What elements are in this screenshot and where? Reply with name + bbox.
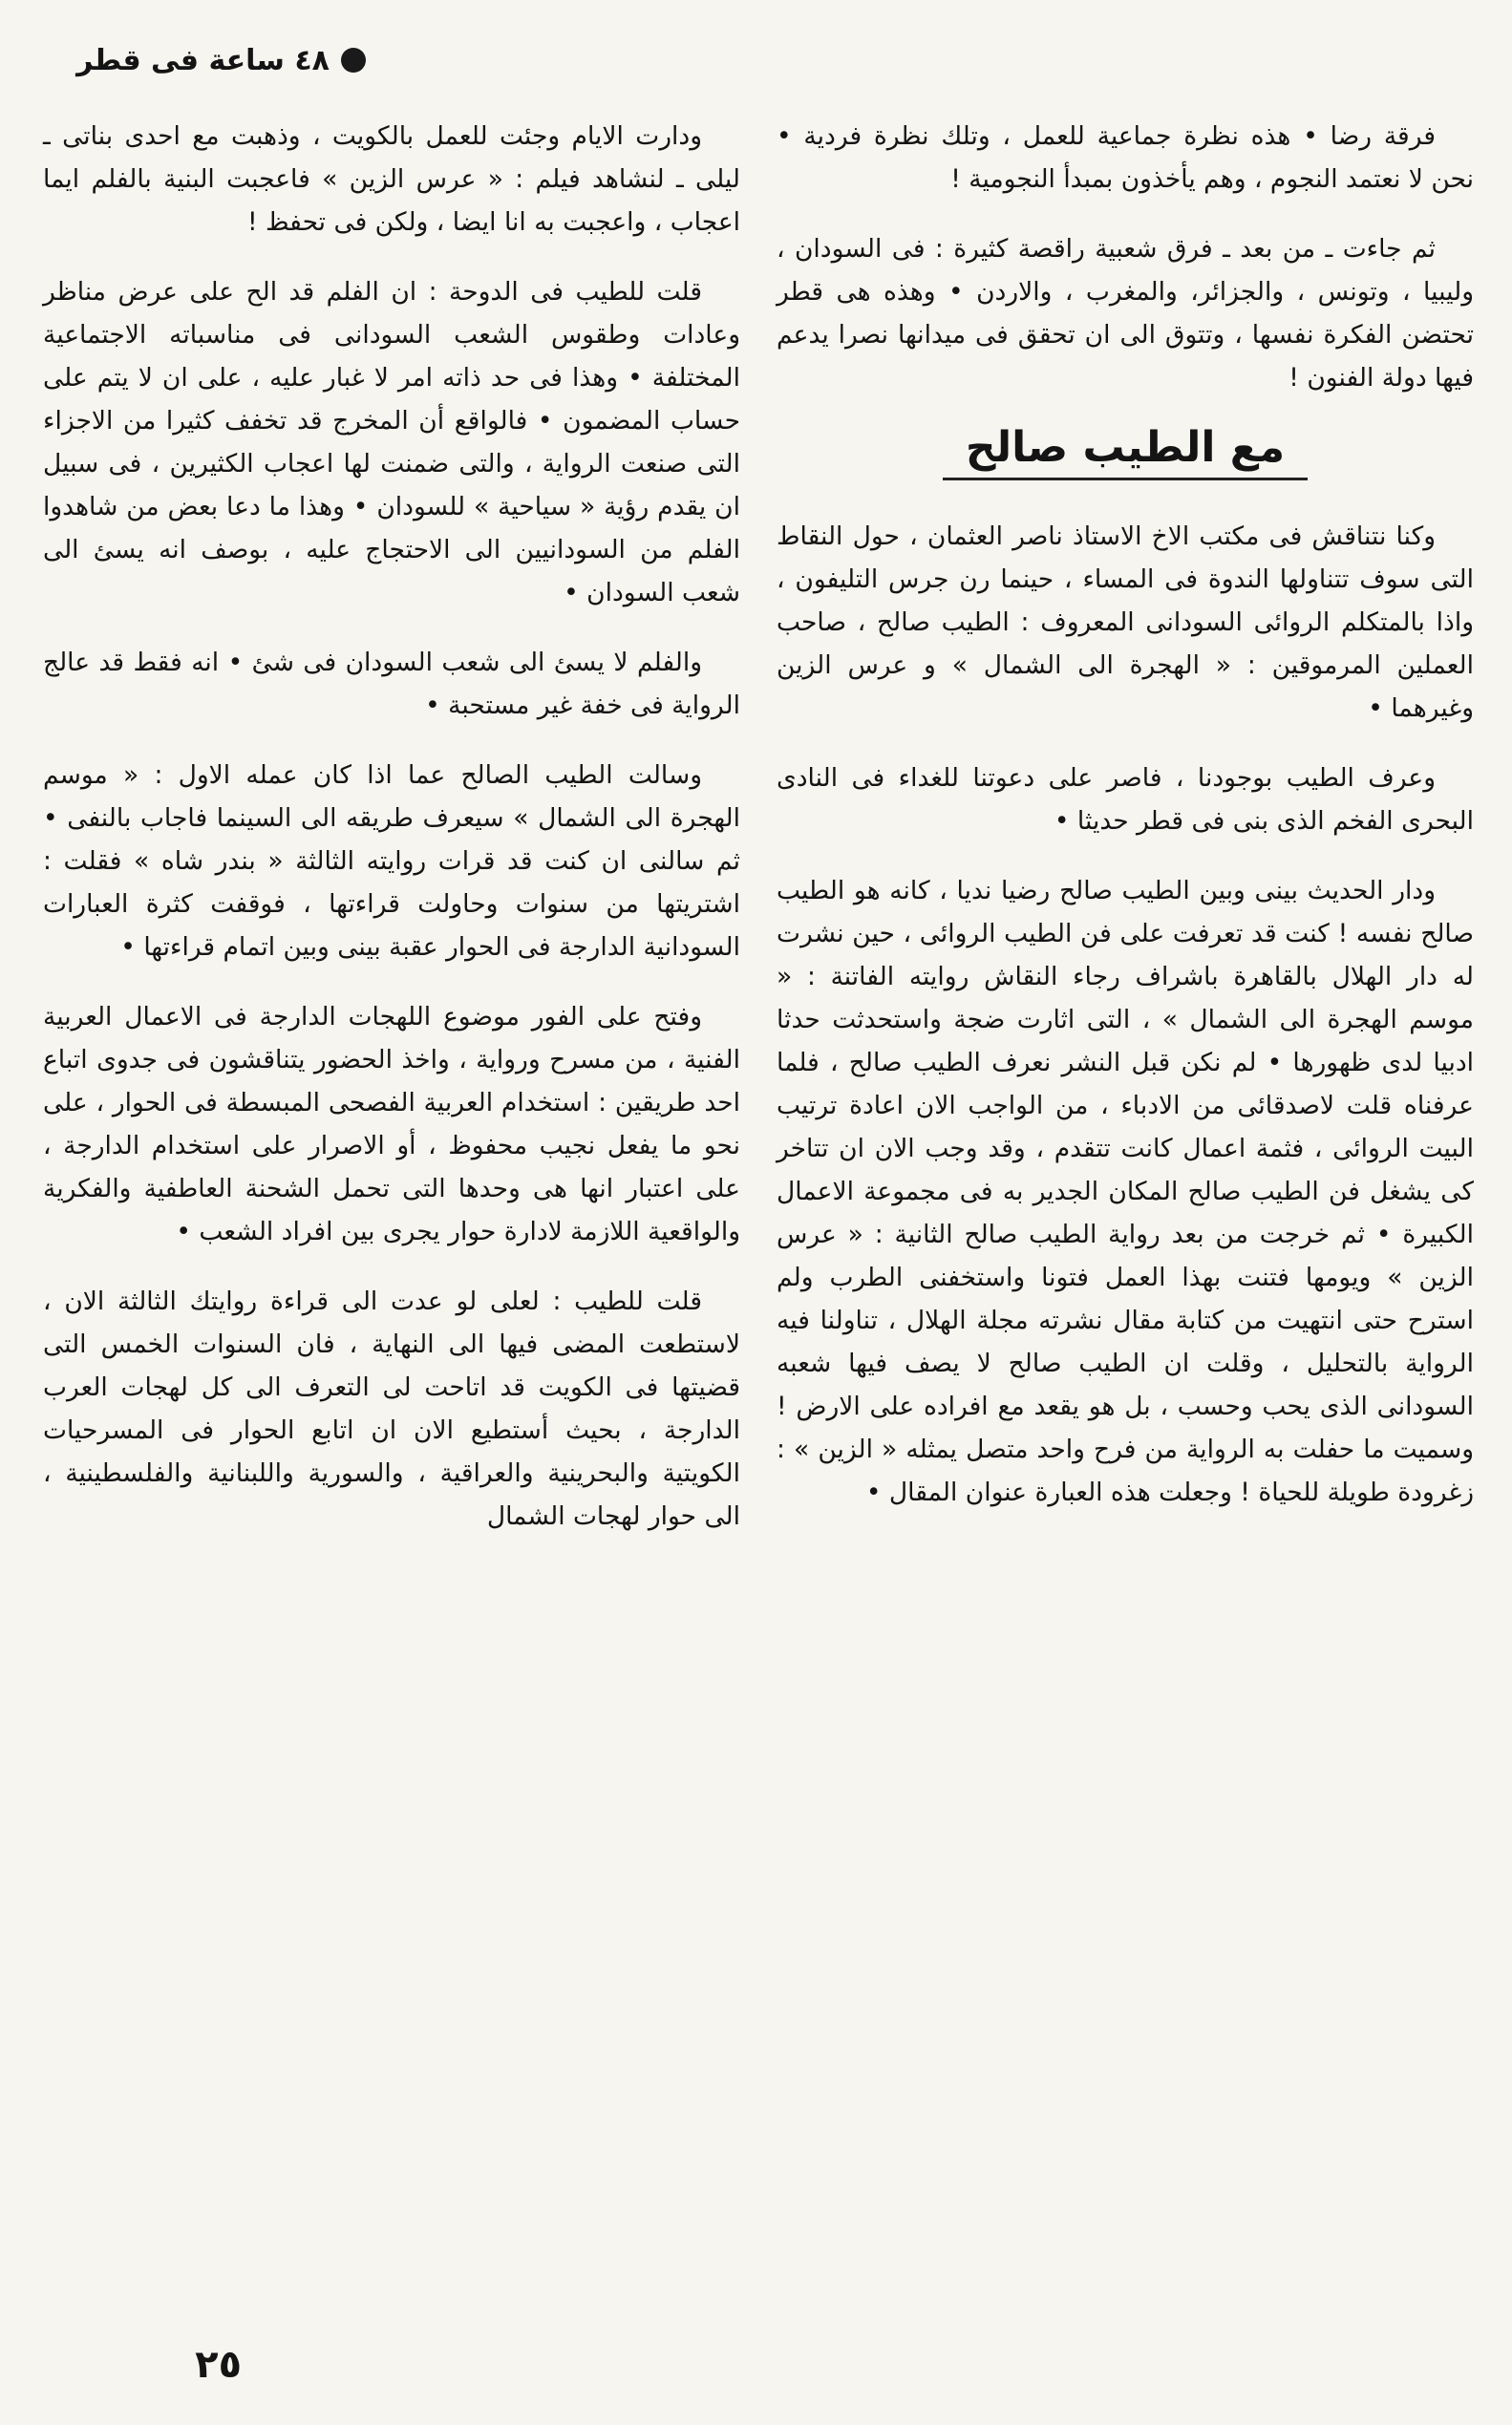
paragraph: ثم جاءت ـ من بعد ـ فرق شعبية راقصة كثيرة : فى السودان ، وليبيا ، وتونس ، والجزائر، والمغرب ، والاردن • وهذه هى قطر تحتضن الفكرة نفسها ، وتتوق الى ان تحقق فى ميدانها نصرا يدعم فيها دولة الفنون ! (777, 234, 1474, 393)
paragraph: فرقة رضا • هذه نظرة جماعية للعمل ، وتلك نظرة فردية • نحن لا نعتمد النجوم ، وهم يأخذون بمبدأ النجومية ! (777, 121, 1474, 194)
paragraph: وسالت الطيب الصالح عما اذا كان عمله الاول : « موسم الهجرة الى الشمال » سيعرف طريقه الى السينما فاجاب بالنفى • ثم سالنى ان كنت قد قرات روايته الثالثة « بندر شاه » فقلت : اشتريتها من سنوات وحاولت قراءتها ، فوقفت كثرة العبارات السودانية الدارجة فى الحوار عقبة بينى وبين اتمام قراءتها • (43, 760, 740, 962)
paragraph: وكنا نتناقش فى مكتب الاخ الاستاذ ناصر العثمان ، حول النقاط التى سوف تتناولها الندوة فى المساء ، حينما رن جرس التليفون ، واذا بالمتكلم الروائى السودانى المعروف : الطيب صالح ، صاحب العملين المرموقين : « الهجرة الى الشمال » و عرس الزين وغيرهما • (777, 521, 1474, 723)
page-header (41, 36, 366, 84)
header-title: ٤٨ ساعة فى قطر (76, 43, 330, 77)
paragraph: قلت للطيب : لعلى لو عدت الى قراءة روايتك الثالثة الان ، لاستطعت المضى فيها الى النهاية ، فان السنوات الخمس التى قضيتها فى الكويت قد اتاحت لى التعرف الى كل لهجات العرب الدارجة ، بحيث أستطيع الان ان اتابع الحوار فى المسرحيات الكويتية والبحرينية والعراقية ، والسورية واللبنانية والفلسطينية ، الى حوار لهجات الشمال (43, 1287, 740, 1531)
section-heading (777, 423, 1474, 475)
section-heading-text: مع الطيب صالح (943, 423, 1308, 480)
page-number: ٢٥ (195, 2343, 242, 2387)
paragraph: وفتح على الفور موضوع اللهجات الدارجة فى الاعمال العربية الفنية ، من مسرح ورواية ، واخذ الحضور يتناقشون فى جدوى اتباع احد طريقين : استخدام العربية الفصحى المبسطة فى الحوار ، على نحو ما يفعل نجيب محفوظ ، أو الاصرار على استخدام الدارجة ، على اعتبار انها هى وحدها التى تحمل الشحنة العاطفية والفكرية والواقعية اللازمة لادارة حوار يجرى بين افراد الشعب • (43, 1002, 740, 1246)
left-column (43, 115, 740, 1564)
bullet-dot-icon (341, 48, 366, 73)
paragraph: قلت للطيب فى الدوحة : ان الفلم قد الح على عرض مناظر وعادات وطقوس الشعب السودانى فى مناسباته الاجتماعية المختلفة • وهذا فى حد ذاته امر لا غبار عليه ، على ان لا يتم على حساب المضمون • فالواقع أن المخرج قد تخفف كثيرا من الاجزاء التى صنعت الرواية ، والتى ضمنت لها اعجاب الكثيرين ، فى سبيل ان يقدم رؤية « سياحية » للسودان • وهذا ما دعا بعض من شاهدوا الفلم من السودانيين الى الاحتجاج عليه ، بوصف انه يسئ الى شعب السودان • (43, 277, 740, 607)
right-column (777, 115, 1474, 1541)
paragraph: ودار الحديث بينى وبين الطيب صالح رضيا نديا ، كانه هو الطيب صالح نفسه ! كنت قد تعرفت على فن الطيب الروائى ، حين نشرت له دار الهلال بالقاهرة باشراف رجاء النقاش روايته الفاتنة : « موسم الهجرة الى الشمال » ، التى اثارت ضجة واستحدثت حدثا ادبيا لدى ظهورها • لم نكن قبل النشر نعرف الطيب صالح ، فلما عرفناه قلت لاصدقائى من الادباء ، من الواجب الان اعادة ترتيب البيت الروائى ، فثمة اعمال كانت تتقدم ، وقد وجب الان ان تتاخر كى يشغل فن الطيب صالح المكان الجدير به فى مجموعة الاعمال الكبيرة • ثم خرجت من بعد رواية الطيب صالح الثانية : « عرس الزين » ويومها فتنت بهذا العمل فتونا واستخفنى الطرب ولم استرح حتى انتهيت من كتابة مقال نشرته مجلة الهلال ، تناولنا فيه الرواية بالتحليل ، وقلت ان الطيب صالح لا يصف فيها شعبه السودانى الذى يحب وحسب ، بل هو يقعد مع افراده على الارض ! وسميت ما حفلت به الرواية من فرح واحد متصل يمثله « الزين » : زغرودة طويلة للحياة ! وجعلت هذه العبارة عنوان المقال • (777, 876, 1474, 1507)
paragraph: والفلم لا يسئ الى شعب السودان فى شئ • انه فقط قد عالج الرواية فى خفة غير مستحبة • (43, 648, 740, 720)
paragraph: ودارت الايام وجئت للعمل بالكويت ، وذهبت مع احدى بناتى ـ ليلى ـ لنشاهد فيلم : « عرس الزين » فاعجبت البنية بالفلم ايما اعجاب ، واعجبت به انا ايضا ، ولكن فى تحفظ ! (43, 121, 740, 237)
paragraph: وعرف الطيب بوجودنا ، فاصر على دعوتنا للغداء فى النادى البحرى الفخم الذى بنى فى قطر حديثا • (777, 763, 1474, 836)
